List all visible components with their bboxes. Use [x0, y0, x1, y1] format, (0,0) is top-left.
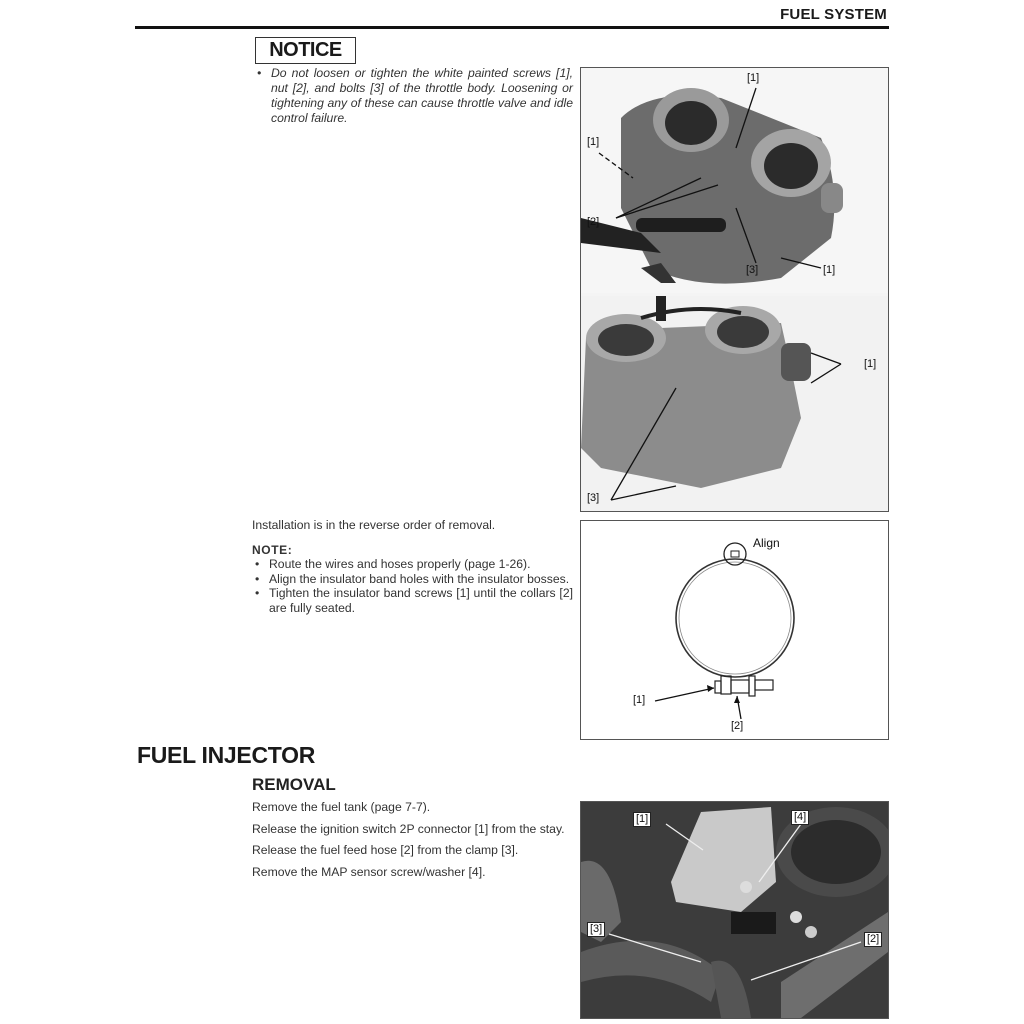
removal-step: Remove the fuel tank (page 7-7).: [252, 800, 431, 814]
engine-bay-photo: [581, 802, 888, 1018]
installation-text: Installation is in the reverse order of removal.: [252, 518, 496, 532]
callout-2: [2]: [587, 216, 600, 228]
insulator-band-diagram: [581, 521, 888, 739]
callout-4: [4]: [791, 810, 809, 825]
callout-1: [1]: [633, 812, 651, 827]
note-item: • Route the wires and hoses properly (page 1-26).: [255, 557, 531, 571]
notice-body: Do not loosen or tighten the white painted screws [1], nut [2], and bolts [3] of the throttle body. Loosening or tightening any of these can cause throttle valve and idle control failure.: [271, 66, 573, 125]
subheading-removal: REMOVAL: [252, 775, 336, 794]
callout-1: [1]: [747, 72, 760, 84]
removal-step: Remove the MAP sensor screw/washer [4].: [252, 864, 486, 879]
section-heading-fuel-injector: FUEL INJECTOR: [137, 742, 316, 768]
note-list: [255, 557, 573, 615]
throttle-body-illustration: [581, 68, 888, 511]
insulator-band-figure: [580, 520, 889, 740]
notice-text: [257, 66, 573, 126]
removal-step: Release the fuel feed hose [2] from the clamp [3].: [252, 843, 519, 857]
callout-2: [2]: [864, 932, 882, 947]
engine-bay-figure: [580, 801, 889, 1019]
callout-1: [1]: [587, 136, 600, 148]
note-label: NOTE:: [252, 543, 293, 557]
bullet-icon: •: [257, 66, 262, 80]
callout-1: [1]: [633, 694, 646, 706]
align-label: Align: [753, 536, 780, 550]
callout-3: [3]: [587, 922, 605, 937]
section-title: FUEL SYSTEM: [780, 6, 887, 23]
callout-3: [3]: [587, 492, 600, 504]
throttle-body-figure: [580, 67, 889, 512]
callout-2: [2]: [731, 720, 744, 732]
notice-label: NOTICE: [255, 37, 356, 64]
callout-1: [1]: [864, 358, 877, 370]
header-rule: [135, 26, 889, 29]
callout-3: [3]: [746, 264, 759, 276]
note-item: • Tighten the insulator band screws [1] until the collars [2] are fully seated.: [255, 586, 573, 615]
note-item: • Align the insulator band holes with the insulator bosses.: [255, 571, 570, 586]
callout-1: [1]: [823, 264, 836, 276]
removal-steps: [252, 800, 572, 886]
removal-step: Release the ignition switch 2P connector [1] from the stay.: [252, 821, 565, 836]
